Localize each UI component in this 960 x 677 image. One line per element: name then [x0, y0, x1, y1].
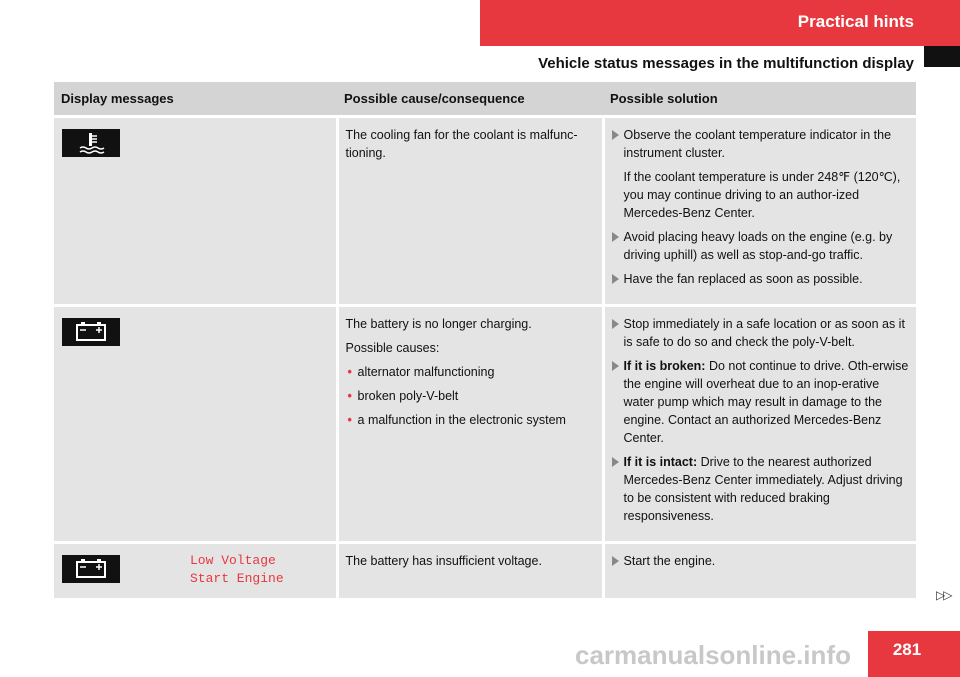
- solution-text: Observe the coolant temperature indicator in the instrument cluster.: [623, 128, 892, 160]
- watermark: carmanualsonline.info: [575, 640, 851, 670]
- solution-step: [612, 270, 911, 288]
- display-message-line: Low Voltage: [190, 553, 276, 568]
- battery-icon: [62, 318, 120, 346]
- cause-cell: [337, 306, 603, 543]
- display-icon-cell: [54, 117, 184, 306]
- battery-icon: [62, 555, 120, 583]
- step-arrow-icon: [612, 274, 619, 284]
- solution-cell: [603, 117, 916, 306]
- header-black-tab: [924, 46, 960, 67]
- step-arrow-icon: [612, 361, 619, 371]
- solution-text: Drive to the nearest authorized Mercedes-Benz Center immediately. Adjust driving to be consistent with reduced braking responsiveness.: [623, 455, 903, 523]
- step-arrow-icon: [612, 232, 619, 242]
- cause-cell: [337, 117, 603, 306]
- column-header-solution: Possible solution: [603, 82, 916, 117]
- solution-step: [612, 228, 911, 264]
- cause-text: The battery is no longer charging.: [345, 317, 532, 331]
- display-text-cell: [184, 543, 337, 599]
- solution-step: [612, 357, 911, 447]
- solution-step: [612, 552, 911, 570]
- solution-condition: If it is intact:: [623, 455, 698, 469]
- solution-note: If the coolant temperature is under 248℉ (120℃), you may continue driving to an author-ized Mercedes-Benz Center.: [623, 170, 901, 220]
- cause-text: The cooling fan for the coolant is malfunc-tioning.: [345, 128, 578, 160]
- status-messages-table: [54, 82, 916, 598]
- solution-text: Stop immediately in a safe location or as soon as it is safe to do so and check the poly-V-belt.: [623, 317, 905, 349]
- cause-text: The battery has insufficient voltage.: [345, 554, 542, 568]
- table-row: [54, 306, 916, 543]
- solution-cell: [603, 543, 916, 599]
- cause-cell: [337, 543, 603, 599]
- display-message-line: Start Engine: [190, 571, 284, 586]
- solution-cell: [603, 306, 916, 543]
- display-text-cell: [184, 306, 337, 543]
- step-arrow-icon: [612, 130, 619, 140]
- solution-step: [612, 315, 911, 351]
- step-arrow-icon: [612, 556, 619, 566]
- cause-bullet: • broken poly-V-belt: [347, 389, 459, 403]
- table-row: [54, 117, 916, 306]
- step-arrow-icon: [612, 319, 619, 329]
- solution-text: Avoid placing heavy loads on the engine (e.g. by driving uphill) as well as stop-and-go traffic.: [623, 230, 893, 262]
- column-header-display: Display messages: [54, 82, 337, 117]
- display-text-cell: [184, 117, 337, 306]
- section-title: Practical hints: [797, 12, 914, 31]
- cause-bullet: • a malfunction in the electronic system: [347, 413, 566, 427]
- solution-step: [612, 453, 911, 525]
- coolant-temperature-icon: [62, 129, 120, 157]
- cause-bullet: • alternator malfunctioning: [347, 365, 495, 379]
- display-icon-cell: [54, 543, 184, 599]
- solution-text: Do not continue to drive. Oth-erwise the engine will overheat due to an inop-erative water pump which may result in damage to the engine. Contact an authorized Mercedes-Benz Center.: [623, 359, 909, 445]
- table-header-row: [54, 82, 916, 117]
- solution-text: Have the fan replaced as soon as possible.: [623, 272, 863, 286]
- display-icon-cell: [54, 306, 184, 543]
- page-subtitle: Vehicle status messages in the multifunction display: [538, 55, 914, 72]
- solution-step: [612, 126, 911, 222]
- solution-text: Start the engine.: [623, 554, 716, 568]
- page-number: 281: [892, 640, 922, 659]
- continue-arrows-icon: ▷▷: [936, 588, 951, 602]
- column-header-cause: Possible cause/consequence: [337, 82, 603, 117]
- table-row: [54, 543, 916, 599]
- step-arrow-icon: [612, 457, 619, 467]
- cause-label: Possible causes:: [345, 341, 440, 355]
- solution-condition: If it is broken:: [623, 359, 706, 373]
